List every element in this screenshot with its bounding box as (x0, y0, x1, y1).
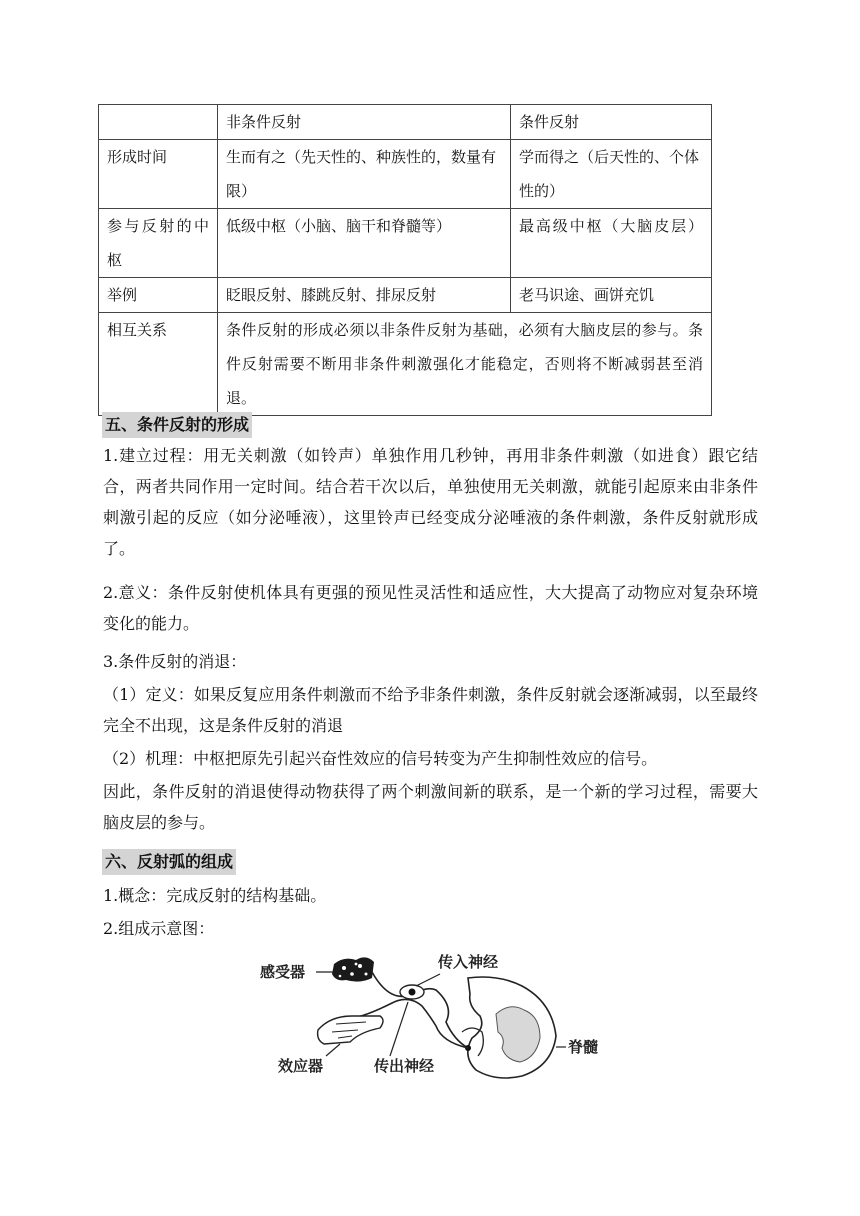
ganglion-cell-body (409, 989, 416, 996)
paragraph-establishment: 1.建立过程：用无关刺激（如铃声）单独作用几秒钟，再用非条件刺激（如进食）跟它结合，两者共同作用一定时间。结合若干次以后，单独使用无关刺激，就能引起原来由非条件刺激引起的反应（如分泌唾液），这里铃声已经变成分泌唾液的条件刺激，条件反射就形成了。 (103, 446, 758, 558)
table-row (99, 140, 712, 209)
effector-muscle (318, 1016, 383, 1044)
label-effector: 效应器 (278, 1057, 324, 1075)
reflex-arc-diagram (240, 944, 620, 1084)
effector-pointer-line (326, 1044, 340, 1056)
paragraph-significance: 2.意义：条件反射使机体具有更强的预见性灵活性和适应性，大大提高了动物应对复杂环境变化的能力。 (103, 583, 758, 633)
spinal-cord-section (462, 977, 556, 1078)
row-cell-unconditioned: 眨眼反射、膝跳反射、排尿反射 (218, 278, 511, 313)
section-heading-6: 六、反射弧的组成 (102, 849, 236, 875)
row-cell-unconditioned: 低级中枢（小脑、脑干和脊髓等） (218, 209, 511, 278)
table-header-row (99, 105, 712, 140)
section-heading-5: 五、条件反射的形成 (102, 412, 252, 438)
row-cell-unconditioned: 生而有之（先天性的、种族性的，数量有限） (218, 140, 511, 209)
row-label: 形成时间 (99, 140, 218, 209)
afferent-pointer-line (416, 974, 440, 986)
label-receptor: 感受器 (260, 963, 306, 981)
paragraph-extinction-mechanism: （2）机理：中枢把原先引起兴奋性效应的信号转变为产生抑制性效应的信号。 (103, 749, 658, 768)
row-label: 相互关系 (99, 313, 218, 416)
table-header-cell-empty (99, 105, 218, 140)
paragraph-extinction-title: 3.条件反射的消退： (103, 652, 247, 671)
paragraph-concept: 1.概念：完成反射的结构基础。 (103, 886, 327, 905)
table-header-cell-conditioned: 条件反射 (511, 105, 712, 140)
receptor-skin-patch (332, 957, 374, 981)
paragraph-extinction-definition: （1）定义：如果反复应用条件刺激而不给予非条件刺激，条件反射就会逐渐减弱，以至最终完全不出现，这是条件反射的消退 (103, 685, 758, 735)
efferent-pointer-line (390, 1002, 408, 1056)
reflex-comparison-table (98, 104, 712, 416)
row-cell-merged: 条件反射的形成必须以非条件反射为基础，必须有大脑皮层的参与。条件反射需要不断用非条件刺激强化才能稳定，否则将不断减弱甚至消退。 (218, 313, 712, 416)
paragraph-diagram-caption: 2.组成示意图： (103, 919, 215, 938)
row-label: 参与反射的中枢 (99, 209, 218, 278)
paragraph-conclusion: 因此，条件反射的消退使得动物获得了两个刺激间新的联系，是一个新的学习过程，需要大脑皮层的参与。 (103, 782, 758, 832)
table-row (99, 278, 712, 313)
table-header-cell-unconditioned: 非条件反射 (218, 105, 511, 140)
row-label: 举例 (99, 278, 218, 313)
label-efferent-nerve: 传出神经 (374, 1057, 435, 1075)
row-cell-conditioned: 最高级中枢（大脑皮层） (511, 209, 712, 278)
label-afferent-nerve: 传入神经 (438, 953, 499, 971)
row-cell-conditioned: 老马识途、画饼充饥 (511, 278, 712, 313)
table-row (99, 209, 712, 278)
row-cell-conditioned: 学而得之（后天性的、个体性的） (511, 140, 712, 209)
label-spinal-cord: 脊髓 (568, 1038, 599, 1056)
table-row (99, 313, 712, 416)
